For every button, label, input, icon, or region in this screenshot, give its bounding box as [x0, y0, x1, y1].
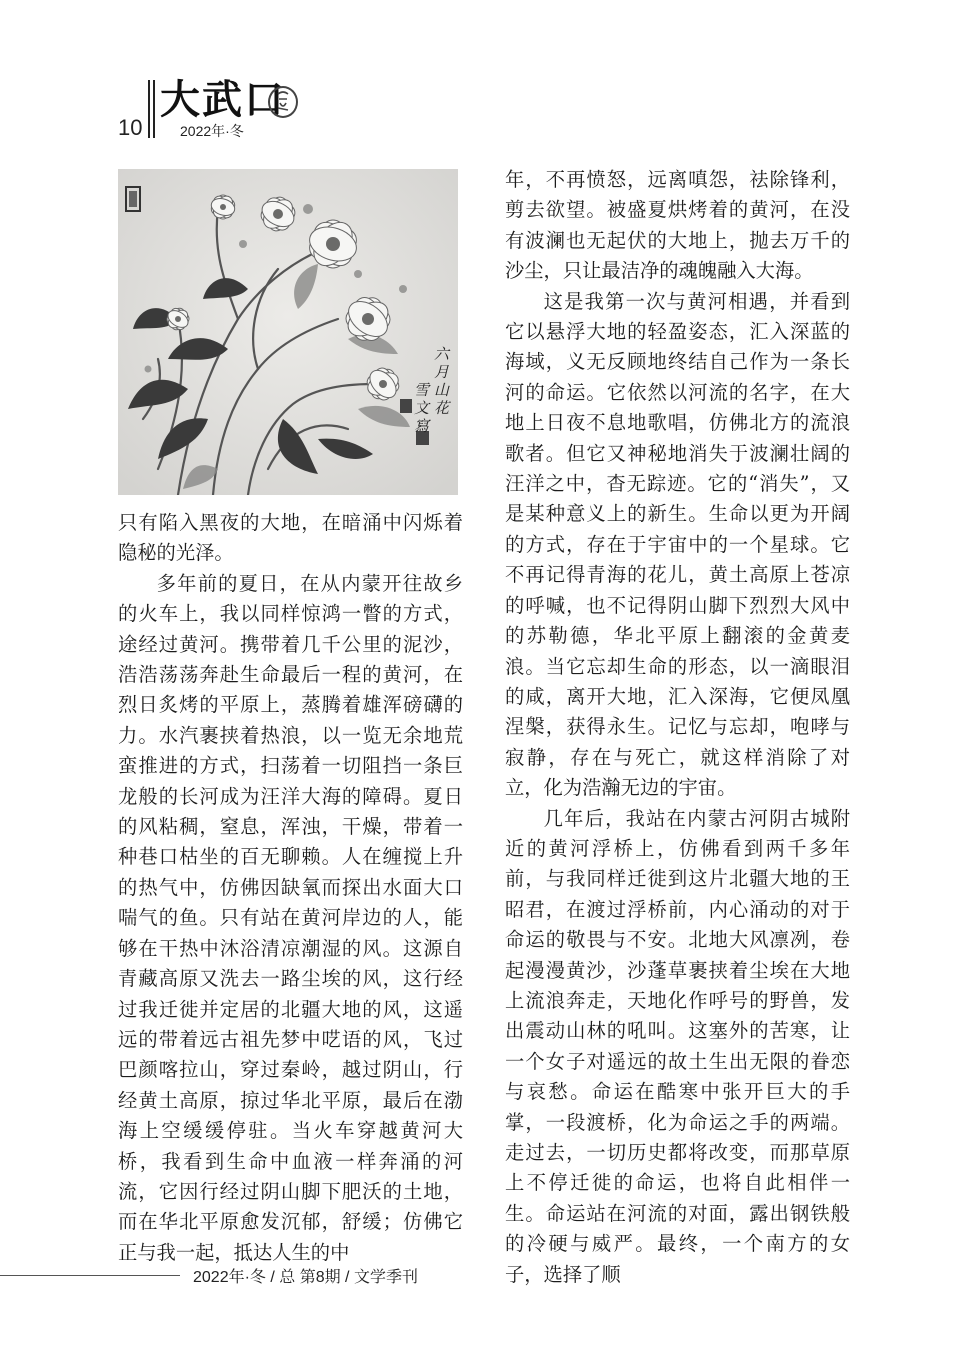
paragraph: 多年前的夏日，在从内蒙开往故乡的火车上，我以同样惊鸿一瞥的方式，途经过黄河。携带着几千公里的泥沙，浩浩荡荡奔赴生命最后一程的黄河，在烈日炙烤的平原上，蒸腾着雄浑磅礴的力。水汽裹挟着热浪，以一览无余地荒蛮推进的方式，扫荡着一切阻挡一条巨龙般的长河成为汪洋大海的障碍。夏日的风粘稠，窒息，浑浊，干燥，带着一种巷口枯坐的百无聊赖。人在缠搅上升的热气中，仿佛因缺氧而探出水面大口喘气的鱼。只有站在黄河岸边的人，能够在干热中沐浴清凉潮湿的风。这源自青藏高原又洗去一路尘埃的风，这行经过我迁徙并定居的北疆大地的风，这遥远的带着远古祖先梦中呓语的风，飞过巴颜喀拉山，穿过秦岭，越过阴山，行经黄土高原，掠过华北平原，最后在渤海上空缓缓停驻。当火车穿越黄河大桥，我看到生命中血液一样奔涌的河流，它因行经过阴山脚下肥沃的土地，而在华北平原愈发沉郁，舒缓；仿佛它正与我一起，抵达人生的中 — [118, 571, 463, 1264]
paragraph: 这是我第一次与黄河相遇，并看到它以悬浮大地的轻盈姿态，汇入深蓝的海域，义无反顾地终结自己作为一条长河的命运。它依然以河流的名字，在大地上日夜不息地歌唱，仿佛北方的流浪歌者。但它又神秘地消失于波澜壮阔的汪洋之中，杳无踪迹。它的“消失”，又是某种意义上的新生。生命以更为开阔的方式，存在于宇宙中的一个星球。它不再记得青海的花儿，黄土高原上苍凉的呼喊，也不记得阴山脚下烈烈大风中的苏勒德，华北平原上翻滚的金黄麦浪。当它忘却生命的形态，以一滴眼泪的咸，离开大地，汇入深海，它便凤凰涅槃，获得永生。记忆与忘却，咆哮与寂静，存在与死亡，就这样消除了对立，化为浩瀚无边的宇宙。 — [505, 289, 850, 800]
left-text-column — [118, 508, 463, 1268]
right-text-column — [505, 165, 850, 1290]
header-divider — [148, 80, 156, 138]
footer-issue-info: 2022年·冬 / 总 第8期 / 文学季刊 — [193, 1269, 418, 1286]
footer-rule — [0, 1275, 180, 1276]
magazine-seal-logo — [268, 86, 298, 118]
painting-inscription-1: 六月山花 — [434, 345, 450, 417]
issue-label: 2022年·冬 — [180, 123, 244, 139]
magazine-title: 大武口 — [160, 76, 286, 123]
ink-painting-flowers — [118, 169, 458, 495]
page-number: 10 — [118, 115, 143, 140]
paragraph: 几年后，我站在内蒙古河阴古城附近的黄河浮桥上，仿佛看到两千多年前，与我同样迁徙到这片北疆大地的王昭君，在渡过浮桥前，内心涌动的对于命运的敬畏与不安。北地大风凛冽，卷起漫漫黄沙，沙蓬草裹挟着尘埃在大地上流浪奔走，天地化作呼号的野兽，发出震动山林的吼叫。这塞外的苦寒，让一个女子对遥远的故土生出无限的眷恋与哀愁。命运在酷寒中张开巨大的手掌，一段渡桥，化为命运之手的两端。走过去，一切历史都将改变，而那草原上不停迁徙的命运，也将自此相伴一生。命运站在河流的对面，露出钢铁般的冷硬与威严。最终，一个南方的女子，选择了顺 — [505, 806, 850, 1286]
paragraph: 年，不再愤怒，远离嗔怨，祛除锋利，剪去欲望。被盛夏烘烤着的黄河，在没有波澜也无起伏的大地上，抛去万千的沙尘，只让最洁净的魂魄融入大海。 — [505, 168, 850, 283]
paragraph: 只有陷入黑夜的大地，在暗涌中闪烁着隐秘的光泽。 — [118, 511, 463, 565]
painting-inscription-2: 雪文寫 — [414, 381, 430, 435]
